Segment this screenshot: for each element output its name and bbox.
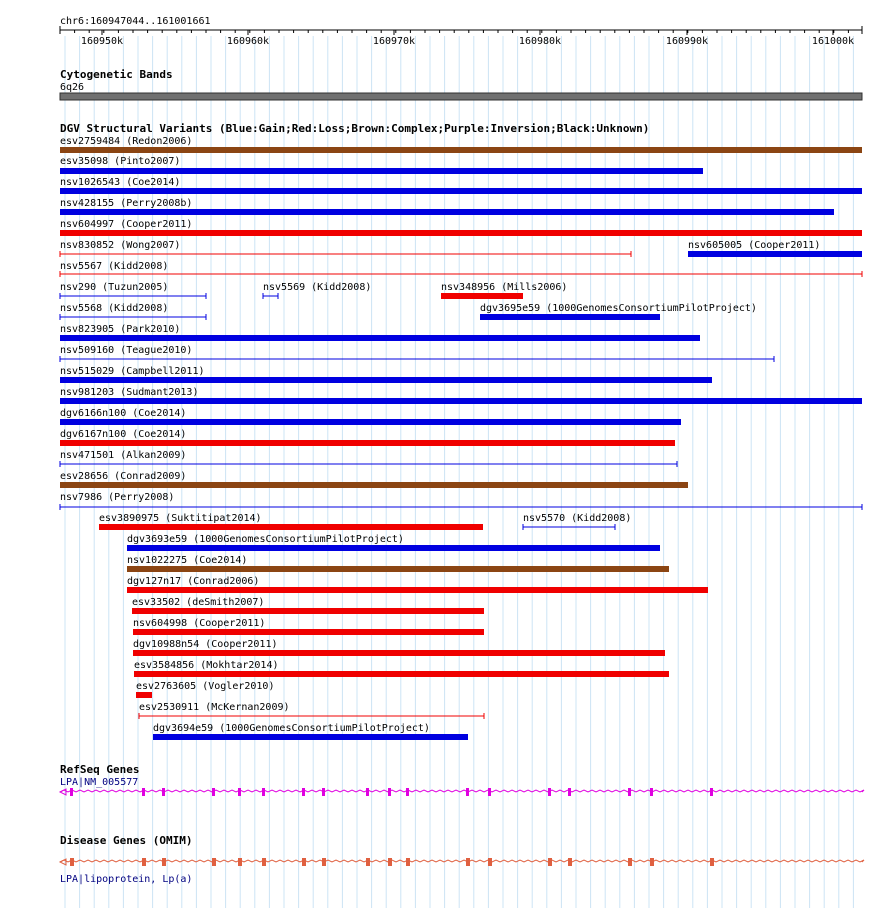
exon-block: [366, 858, 370, 866]
variant-label: nsv604997 (Cooper2011): [60, 219, 193, 230]
variant-feature[interactable]: [60, 345, 774, 362]
variant-feature[interactable]: [60, 240, 631, 257]
exon-block: [212, 858, 216, 866]
variant-feature[interactable]: [99, 513, 483, 530]
variant-label: nsv5567 (Kidd2008): [60, 261, 169, 272]
exon-block: [568, 858, 572, 866]
variant-bar[interactable]: [136, 692, 152, 698]
variant-label: nsv981203 (Sudmant2013): [60, 387, 199, 398]
variant-feature[interactable]: [480, 303, 757, 320]
omim-gene-model[interactable]: [60, 858, 864, 866]
exon-block: [262, 858, 266, 866]
variant-feature[interactable]: [60, 324, 700, 341]
variant-feature[interactable]: [136, 681, 274, 698]
intron-line: [60, 790, 864, 792]
cytogenetic-track-title: Cytogenetic Bands: [60, 68, 173, 81]
variant-bar[interactable]: [60, 440, 675, 446]
exon-block: [212, 788, 215, 796]
variant-label: dgv3693e59 (1000GenomesConsortiumPilotProject): [127, 534, 404, 545]
exon-block: [70, 788, 73, 796]
variant-label: nsv823905 (Park2010): [60, 324, 181, 335]
variant-bar[interactable]: [480, 314, 660, 320]
variant-feature[interactable]: [133, 639, 665, 656]
exon-block: [710, 788, 713, 796]
exon-block: [322, 788, 325, 796]
variant-bar[interactable]: [127, 587, 708, 593]
variant-feature[interactable]: [60, 136, 862, 153]
variant-label: nsv5570 (Kidd2008): [523, 513, 632, 524]
exon-block: [388, 858, 392, 866]
variant-label: nsv428155 (Perry2008b): [60, 198, 193, 209]
variant-feature[interactable]: [60, 219, 862, 236]
ruler-tick-label: 161000k: [811, 36, 855, 47]
variant-feature[interactable]: [263, 282, 371, 299]
variant-feature[interactable]: [60, 387, 862, 404]
ruler-ticks: [60, 30, 854, 47]
variant-bar[interactable]: [60, 377, 712, 383]
exon-block: [142, 788, 145, 796]
variant-label: nsv1022275 (Coe2014): [127, 555, 248, 566]
variant-label: esv2530911 (McKernan2009): [139, 702, 290, 713]
variant-label: dgv127n17 (Conrad2006): [127, 576, 260, 587]
variant-feature[interactable]: [523, 513, 631, 530]
variant-bar[interactable]: [60, 335, 700, 341]
variant-label: nsv515029 (Campbell2011): [60, 366, 205, 377]
coordinates-label: chr6:160947044..161001661: [60, 16, 211, 27]
variant-label: nsv290 (Tuzun2005): [60, 282, 169, 293]
band-label: 6q26: [60, 82, 85, 93]
ruler-tick-label: 160980k: [518, 36, 562, 47]
variant-label: dgv6166n100 (Coe2014): [60, 408, 187, 419]
exon-block: [548, 858, 552, 866]
ruler-tick-label: 160960k: [226, 36, 270, 47]
exon-block: [650, 788, 653, 796]
variant-label: esv35098 (Pinto2007): [60, 156, 181, 167]
variant-label: nsv830852 (Wong2007): [60, 240, 181, 251]
variant-feature[interactable]: [134, 660, 669, 677]
cytoband-bar[interactable]: [60, 93, 862, 100]
omim-track-title: Disease Genes (OMIM): [60, 834, 193, 847]
variant-bar[interactable]: [127, 566, 669, 572]
variant-feature[interactable]: [60, 492, 862, 510]
variant-bar[interactable]: [99, 524, 483, 530]
variant-feature[interactable]: [688, 240, 862, 257]
exon-block: [568, 788, 571, 796]
exon-block: [466, 858, 470, 866]
exon-block: [142, 858, 146, 866]
exon-block: [650, 858, 654, 866]
variant-label: nsv605005 (Cooper2011): [688, 240, 821, 251]
variant-label: nsv604998 (Cooper2011): [133, 618, 266, 629]
exon-block: [302, 858, 306, 866]
variant-label: dgv3694e59 (1000GenomesConsortiumPilotProject): [153, 723, 430, 734]
variant-bar[interactable]: [688, 251, 862, 257]
exon-block: [238, 788, 241, 796]
variant-bar[interactable]: [60, 188, 862, 194]
exon-block: [366, 788, 369, 796]
ruler-tick-label: 160970k: [372, 36, 416, 47]
exon-block: [238, 858, 242, 866]
variant-bar[interactable]: [60, 482, 688, 488]
intron-line: [60, 860, 864, 862]
ruler-tick-label: 160950k: [80, 36, 124, 47]
exon-block: [628, 788, 631, 796]
variant-label: esv28656 (Conrad2009): [60, 471, 187, 482]
variant-feature[interactable]: [127, 534, 660, 551]
exon-block: [406, 788, 409, 796]
refseq-gene-label[interactable]: LPA|NM_005577: [60, 777, 139, 788]
exon-block: [322, 858, 326, 866]
exon-block: [302, 788, 305, 796]
dgv-variants: [60, 136, 862, 740]
variant-feature[interactable]: [127, 576, 708, 593]
variant-bar[interactable]: [134, 671, 669, 677]
exon-block: [70, 858, 74, 866]
variant-bar[interactable]: [60, 168, 703, 174]
variant-bar[interactable]: [133, 650, 665, 656]
variant-feature[interactable]: [60, 261, 862, 277]
variant-label: dgv3695e59 (1000GenomesConsortiumPilotProject): [480, 303, 757, 314]
variant-label: nsv5569 (Kidd2008): [263, 282, 372, 293]
variant-bar[interactable]: [60, 209, 834, 215]
exon-block: [262, 788, 265, 796]
exon-block: [710, 858, 714, 866]
variant-label: esv3890975 (Suktitipat2014): [99, 513, 262, 524]
variant-bar[interactable]: [132, 608, 484, 614]
variant-feature[interactable]: [60, 282, 206, 299]
variant-feature[interactable]: [132, 597, 484, 614]
variant-bar[interactable]: [60, 398, 862, 404]
variant-bar[interactable]: [441, 293, 523, 299]
variant-feature[interactable]: [60, 198, 834, 215]
variant-feature[interactable]: [153, 723, 468, 740]
variant-feature[interactable]: [133, 618, 484, 635]
variant-label: nsv7986 (Perry2008): [60, 492, 175, 503]
refseq-gene-model[interactable]: [60, 788, 864, 796]
exon-block: [162, 788, 165, 796]
exon-block: [628, 858, 632, 866]
omim-gene-label[interactable]: LPA|lipoprotein, Lp(a): [60, 874, 193, 885]
variant-label: esv3584856 (Mokhtar2014): [134, 660, 279, 671]
variant-bar[interactable]: [60, 419, 681, 425]
variant-feature[interactable]: [60, 450, 677, 467]
variant-label: esv33502 (deSmith2007): [132, 597, 265, 608]
variant-label: nsv5568 (Kidd2008): [60, 303, 169, 314]
variant-label: dgv10988n54 (Cooper2011): [133, 639, 278, 650]
variant-feature[interactable]: [60, 156, 703, 174]
variant-feature[interactable]: [127, 555, 669, 572]
variant-label: dgv6167n100 (Coe2014): [60, 429, 187, 440]
variant-feature[interactable]: [441, 282, 567, 299]
variant-feature[interactable]: [60, 471, 688, 488]
exon-block: [488, 858, 492, 866]
variant-label: nsv471501 (Alkan2009): [60, 450, 187, 461]
variant-bar[interactable]: [133, 629, 484, 635]
variant-label: nsv1026543 (Coe2014): [60, 177, 181, 188]
exon-block: [466, 788, 469, 796]
variant-feature[interactable]: [60, 177, 862, 194]
variant-label: nsv348956 (Mills2006): [441, 282, 568, 293]
exon-block: [388, 788, 391, 796]
variant-bar[interactable]: [60, 147, 862, 153]
variant-label: esv2759484 (Redon2006): [60, 136, 193, 147]
exon-block: [488, 788, 491, 796]
variant-feature[interactable]: [60, 303, 206, 320]
variant-feature[interactable]: [139, 702, 484, 719]
variant-bar[interactable]: [153, 734, 468, 740]
variant-label: nsv509160 (Teague2010): [60, 345, 193, 356]
exon-block: [548, 788, 551, 796]
exon-block: [406, 858, 410, 866]
dgv-track-title: DGV Structural Variants (Blue:Gain;Red:Loss;Brown:Complex;Purple:Inversion;Black:Unknown): [60, 122, 650, 135]
exon-block: [162, 858, 166, 866]
ruler-tick-label: 160990k: [665, 36, 709, 47]
variant-label: esv2763605 (Vogler2010): [136, 681, 275, 692]
ruler[interactable]: [60, 16, 862, 47]
variant-feature[interactable]: [60, 408, 681, 425]
variant-bar[interactable]: [60, 230, 862, 236]
variant-bar[interactable]: [127, 545, 660, 551]
variant-feature[interactable]: [60, 429, 675, 446]
refseq-track-title: RefSeq Genes: [60, 763, 140, 776]
